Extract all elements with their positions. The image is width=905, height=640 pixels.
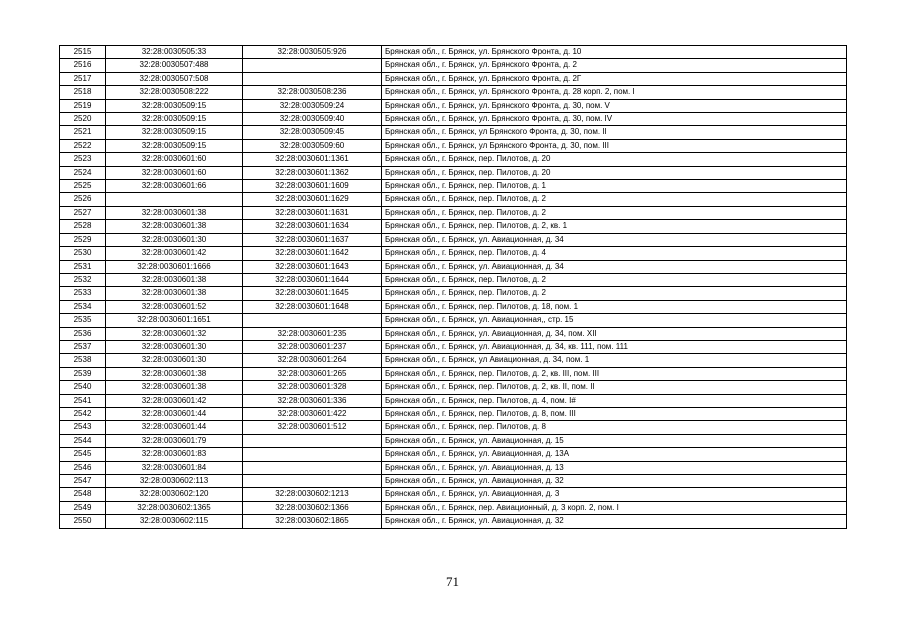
address-cell: Брянская обл., г. Брянск, ул. Авиационная, д. 32 xyxy=(382,475,847,488)
address-cell: Брянская обл., г. Брянск, пер. Пилотов, д. 2 xyxy=(382,287,847,300)
row-number-cell: 2537 xyxy=(60,340,106,353)
address-cell: Брянская обл., г. Брянск, ул. Авиационная,, стр. 15 xyxy=(382,314,847,327)
cadastral-number-cell: 32:28:0030601:512 xyxy=(243,421,382,434)
row-number-cell: 2518 xyxy=(60,86,106,99)
row-number-cell: 2527 xyxy=(60,206,106,219)
table-row xyxy=(60,126,847,139)
parent-cadastral-number-cell: 32:28:0030602:115 xyxy=(106,515,243,528)
row-number-cell: 2548 xyxy=(60,488,106,501)
row-number-cell: 2523 xyxy=(60,153,106,166)
table-row xyxy=(60,300,847,313)
table-row xyxy=(60,86,847,99)
cadastral-number-cell: 32:28:0030601:1642 xyxy=(243,247,382,260)
row-number-cell: 2521 xyxy=(60,126,106,139)
address-cell: Брянская обл., г. Брянск, пер. Авиационный, д. 3 корп. 2, пом. I xyxy=(382,501,847,514)
parent-cadastral-number-cell: 32:28:0030601:38 xyxy=(106,273,243,286)
address-cell: Брянская обл., г. Брянск, ул. Авиационная, д. 34, пом. XII xyxy=(382,327,847,340)
address-cell: Брянская обл., г. Брянск, пер. Пилотов, д. 2 xyxy=(382,206,847,219)
table-row xyxy=(60,314,847,327)
address-cell: Брянская обл., г. Брянск, ул. Авиационная, д. 32 xyxy=(382,515,847,528)
parent-cadastral-number-cell: 32:28:0030601:79 xyxy=(106,434,243,447)
address-cell: Брянская обл., г. Брянск, ул Авиационная, д. 34, пом. 1 xyxy=(382,354,847,367)
parent-cadastral-number-cell: 32:28:0030601:1666 xyxy=(106,260,243,273)
row-number-cell: 2539 xyxy=(60,367,106,380)
parent-cadastral-number-cell: 32:28:0030601:66 xyxy=(106,180,243,193)
parent-cadastral-number-cell: 32:28:0030601:30 xyxy=(106,354,243,367)
parent-cadastral-number-cell: 32:28:0030601:38 xyxy=(106,367,243,380)
table-row xyxy=(60,220,847,233)
cadastral-registry-table xyxy=(59,45,847,529)
parent-cadastral-number-cell: 32:28:0030601:83 xyxy=(106,448,243,461)
cadastral-number-cell: 32:28:0030601:237 xyxy=(243,340,382,353)
table-row xyxy=(60,475,847,488)
table-row xyxy=(60,166,847,179)
table-row xyxy=(60,139,847,152)
parent-cadastral-number-cell: 32:28:0030508:222 xyxy=(106,86,243,99)
address-cell: Брянская обл., г. Брянск, ул Брянского Фронта, д. 30, пом. III xyxy=(382,139,847,152)
registry-table-body xyxy=(60,46,847,529)
table-row xyxy=(60,488,847,501)
table-row xyxy=(60,233,847,246)
table-row xyxy=(60,113,847,126)
cadastral-number-cell: 32:28:0030601:1637 xyxy=(243,233,382,246)
address-cell: Брянская обл., г. Брянск, пер. Пилотов, д. 2, кв. II, пом. II xyxy=(382,381,847,394)
address-cell: Брянская обл., г. Брянск, ул. Авиационная, д. 3 xyxy=(382,488,847,501)
address-cell: Брянская обл., г. Брянск, пер. Пилотов, д. 2, кв. 1 xyxy=(382,220,847,233)
table-row xyxy=(60,180,847,193)
table-row xyxy=(60,448,847,461)
parent-cadastral-number-cell: 32:28:0030601:30 xyxy=(106,233,243,246)
row-number-cell: 2541 xyxy=(60,394,106,407)
row-number-cell: 2540 xyxy=(60,381,106,394)
row-number-cell: 2525 xyxy=(60,180,106,193)
row-number-cell: 2538 xyxy=(60,354,106,367)
parent-cadastral-number-cell xyxy=(106,193,243,206)
cadastral-number-cell: 32:28:0030601:1631 xyxy=(243,206,382,219)
table-row xyxy=(60,153,847,166)
cadastral-number-cell: 32:28:0030601:1361 xyxy=(243,153,382,166)
table-row xyxy=(60,340,847,353)
address-cell: Брянская обл., г. Брянск, ул. Авиационная, д. 34 xyxy=(382,233,847,246)
row-number-cell: 2531 xyxy=(60,260,106,273)
cadastral-number-cell: 32:28:0030602:1865 xyxy=(243,515,382,528)
cadastral-number-cell xyxy=(243,59,382,72)
row-number-cell: 2536 xyxy=(60,327,106,340)
cadastral-number-cell xyxy=(243,475,382,488)
address-cell: Брянская обл., г. Брянск, пер. Пилотов, д. 1 xyxy=(382,180,847,193)
address-cell: Брянская обл., г. Брянск, ул. Брянского Фронта, д. 28 корп. 2, пом. I xyxy=(382,86,847,99)
table-row xyxy=(60,72,847,85)
address-cell: Брянская обл., г. Брянск, пер. Пилотов, д. 20 xyxy=(382,166,847,179)
row-number-cell: 2529 xyxy=(60,233,106,246)
address-cell: Брянская обл., г. Брянск, пер. Пилотов, д. 8 xyxy=(382,421,847,434)
table-row xyxy=(60,354,847,367)
cadastral-number-cell: 32:28:0030601:1609 xyxy=(243,180,382,193)
cadastral-number-cell: 32:28:0030601:422 xyxy=(243,407,382,420)
row-number-cell: 2515 xyxy=(60,46,106,59)
table-row xyxy=(60,260,847,273)
address-cell: Брянская обл., г. Брянск, ул. Авиационная, д. 13 xyxy=(382,461,847,474)
row-number-cell: 2533 xyxy=(60,287,106,300)
table-row xyxy=(60,206,847,219)
row-number-cell: 2547 xyxy=(60,475,106,488)
cadastral-number-cell xyxy=(243,72,382,85)
cadastral-number-cell: 32:28:0030505:926 xyxy=(243,46,382,59)
cadastral-number-cell xyxy=(243,461,382,474)
table-row xyxy=(60,367,847,380)
parent-cadastral-number-cell: 32:28:0030601:32 xyxy=(106,327,243,340)
row-number-cell: 2530 xyxy=(60,247,106,260)
address-cell: Брянская обл., г. Брянск, ул. Брянского Фронта, д. 2 xyxy=(382,59,847,72)
parent-cadastral-number-cell: 32:28:0030601:84 xyxy=(106,461,243,474)
address-cell: Брянская обл., г. Брянск, ул. Брянского Фронта, д. 2Г xyxy=(382,72,847,85)
parent-cadastral-number-cell: 32:28:0030601:38 xyxy=(106,206,243,219)
table-row xyxy=(60,407,847,420)
cadastral-number-cell xyxy=(243,434,382,447)
table-row xyxy=(60,461,847,474)
row-number-cell: 2517 xyxy=(60,72,106,85)
address-cell: Брянская обл., г. Брянск, ул. Брянского Фронта, д. 30, пом. IV xyxy=(382,113,847,126)
cadastral-number-cell: 32:28:0030509:40 xyxy=(243,113,382,126)
address-cell: Брянская обл., г. Брянск, пер. Пилотов, д. 8, пом. III xyxy=(382,407,847,420)
table-row xyxy=(60,287,847,300)
cadastral-number-cell: 32:28:0030601:235 xyxy=(243,327,382,340)
cadastral-number-cell: 32:28:0030602:1366 xyxy=(243,501,382,514)
parent-cadastral-number-cell: 32:28:0030507:508 xyxy=(106,72,243,85)
row-number-cell: 2544 xyxy=(60,434,106,447)
parent-cadastral-number-cell: 32:28:0030601:60 xyxy=(106,166,243,179)
row-number-cell: 2550 xyxy=(60,515,106,528)
parent-cadastral-number-cell: 32:28:0030601:44 xyxy=(106,421,243,434)
table-row xyxy=(60,394,847,407)
table-row xyxy=(60,59,847,72)
cadastral-number-cell: 32:28:0030601:1629 xyxy=(243,193,382,206)
cadastral-number-cell xyxy=(243,314,382,327)
parent-cadastral-number-cell: 32:28:0030601:38 xyxy=(106,287,243,300)
parent-cadastral-number-cell: 32:28:0030602:120 xyxy=(106,488,243,501)
table-row xyxy=(60,273,847,286)
table-row xyxy=(60,247,847,260)
address-cell: Брянская обл., г. Брянск, ул. Брянского Фронта, д. 10 xyxy=(382,46,847,59)
address-cell: Брянская обл., г. Брянск, пер. Пилотов, д. 2 xyxy=(382,193,847,206)
cadastral-number-cell: 32:28:0030601:265 xyxy=(243,367,382,380)
parent-cadastral-number-cell: 32:28:0030509:15 xyxy=(106,139,243,152)
address-cell: Брянская обл., г. Брянск, пер. Пилотов, д. 20 xyxy=(382,153,847,166)
parent-cadastral-number-cell: 32:28:0030505:33 xyxy=(106,46,243,59)
cadastral-number-cell: 32:28:0030601:1644 xyxy=(243,273,382,286)
table-row xyxy=(60,46,847,59)
table-row xyxy=(60,193,847,206)
parent-cadastral-number-cell: 32:28:0030601:1651 xyxy=(106,314,243,327)
row-number-cell: 2535 xyxy=(60,314,106,327)
address-cell: Брянская обл., г. Брянск, пер. Пилотов, д. 2, кв. III, пом. III xyxy=(382,367,847,380)
cadastral-number-cell: 32:28:0030509:60 xyxy=(243,139,382,152)
cadastral-number-cell: 32:28:0030509:24 xyxy=(243,99,382,112)
address-cell: Брянская обл., г. Брянск, ул. Брянского Фронта, д. 30, пом. V xyxy=(382,99,847,112)
table-row xyxy=(60,99,847,112)
row-number-cell: 2520 xyxy=(60,113,106,126)
cadastral-number-cell: 32:28:0030601:1362 xyxy=(243,166,382,179)
cadastral-number-cell: 32:28:0030601:1648 xyxy=(243,300,382,313)
address-cell: Брянская обл., г. Брянск, пер. Пилотов, д. 18, пом. 1 xyxy=(382,300,847,313)
parent-cadastral-number-cell: 32:28:0030601:38 xyxy=(106,381,243,394)
cadastral-number-cell: 32:28:0030602:1213 xyxy=(243,488,382,501)
parent-cadastral-number-cell: 32:28:0030509:15 xyxy=(106,99,243,112)
address-cell: Брянская обл., г. Брянск, ул. Авиационная, д. 34 xyxy=(382,260,847,273)
address-cell: Брянская обл., г. Брянск, ул. Авиационная, д. 34, кв. 111, пом. 111 xyxy=(382,340,847,353)
row-number-cell: 2549 xyxy=(60,501,106,514)
parent-cadastral-number-cell: 32:28:0030601:60 xyxy=(106,153,243,166)
cadastral-number-cell: 32:28:0030601:1634 xyxy=(243,220,382,233)
row-number-cell: 2524 xyxy=(60,166,106,179)
address-cell: Брянская обл., г. Брянск, пер. Пилотов, д. 2 xyxy=(382,273,847,286)
row-number-cell: 2516 xyxy=(60,59,106,72)
table-row xyxy=(60,421,847,434)
parent-cadastral-number-cell: 32:28:0030601:42 xyxy=(106,247,243,260)
cadastral-number-cell xyxy=(243,448,382,461)
row-number-cell: 2546 xyxy=(60,461,106,474)
row-number-cell: 2534 xyxy=(60,300,106,313)
cadastral-number-cell: 32:28:0030509:45 xyxy=(243,126,382,139)
address-cell: Брянская обл., г. Брянск, пер. Пилотов, д. 4 xyxy=(382,247,847,260)
row-number-cell: 2542 xyxy=(60,407,106,420)
row-number-cell: 2528 xyxy=(60,220,106,233)
cadastral-number-cell: 32:28:0030601:328 xyxy=(243,381,382,394)
row-number-cell: 2543 xyxy=(60,421,106,434)
table-row xyxy=(60,501,847,514)
parent-cadastral-number-cell: 32:28:0030509:15 xyxy=(106,126,243,139)
table-row xyxy=(60,434,847,447)
parent-cadastral-number-cell: 32:28:0030602:1365 xyxy=(106,501,243,514)
parent-cadastral-number-cell: 32:28:0030601:38 xyxy=(106,220,243,233)
parent-cadastral-number-cell: 32:28:0030602:113 xyxy=(106,475,243,488)
address-cell: Брянская обл., г. Брянск, ул. Авиационная, д. 15 xyxy=(382,434,847,447)
parent-cadastral-number-cell: 32:28:0030601:52 xyxy=(106,300,243,313)
row-number-cell: 2532 xyxy=(60,273,106,286)
row-number-cell: 2526 xyxy=(60,193,106,206)
parent-cadastral-number-cell: 32:28:0030601:30 xyxy=(106,340,243,353)
table-row xyxy=(60,381,847,394)
address-cell: Брянская обл., г. Брянск, пер. Пилотов, д. 4, пом. I# xyxy=(382,394,847,407)
cadastral-number-cell: 32:28:0030601:264 xyxy=(243,354,382,367)
row-number-cell: 2545 xyxy=(60,448,106,461)
table-row xyxy=(60,515,847,528)
address-cell: Брянская обл., г. Брянск, ул Брянского Фронта, д. 30, пом. II xyxy=(382,126,847,139)
cadastral-number-cell: 32:28:0030601:336 xyxy=(243,394,382,407)
parent-cadastral-number-cell: 32:28:0030507:488 xyxy=(106,59,243,72)
table-row xyxy=(60,327,847,340)
parent-cadastral-number-cell: 32:28:0030601:44 xyxy=(106,407,243,420)
row-number-cell: 2522 xyxy=(60,139,106,152)
parent-cadastral-number-cell: 32:28:0030601:42 xyxy=(106,394,243,407)
cadastral-number-cell: 32:28:0030601:1645 xyxy=(243,287,382,300)
page-number: 71 xyxy=(446,574,459,589)
address-cell: Брянская обл., г. Брянск, ул. Авиационная, д. 13А xyxy=(382,448,847,461)
cadastral-number-cell: 32:28:0030601:1643 xyxy=(243,260,382,273)
cadastral-number-cell: 32:28:0030508:236 xyxy=(243,86,382,99)
parent-cadastral-number-cell: 32:28:0030509:15 xyxy=(106,113,243,126)
row-number-cell: 2519 xyxy=(60,99,106,112)
